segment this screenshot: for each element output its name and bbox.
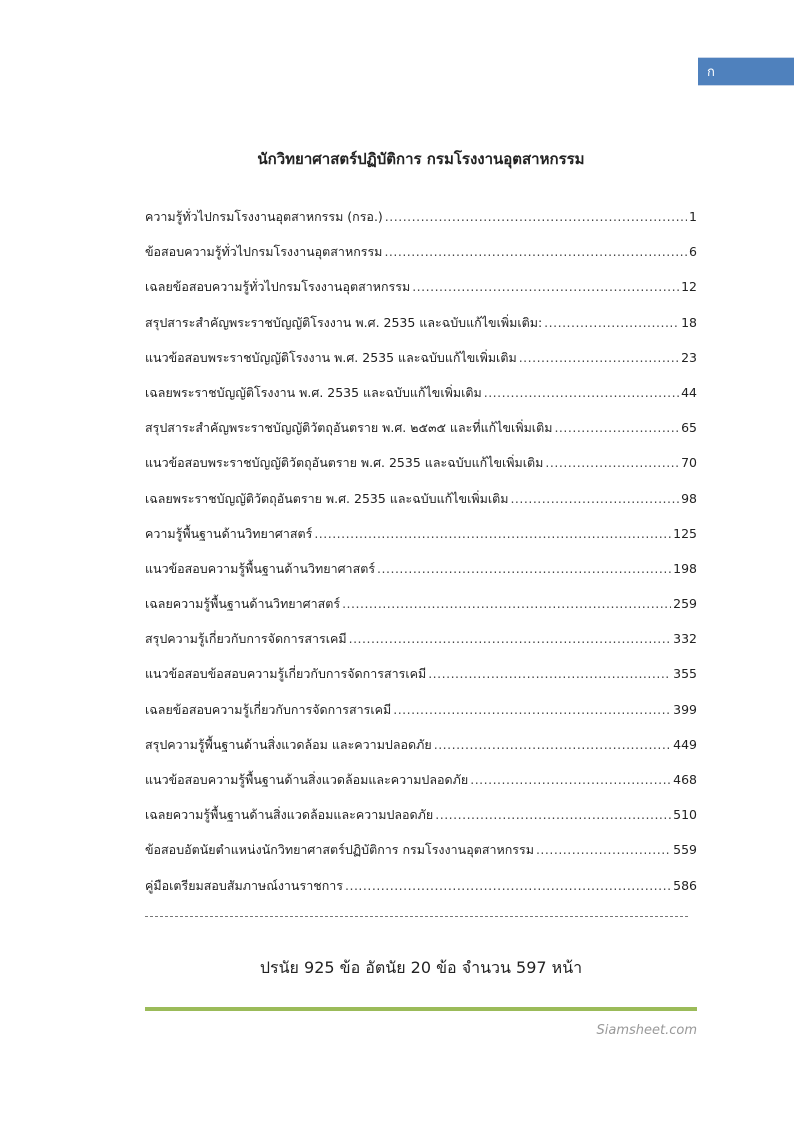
- toc-entry-page: 355: [673, 666, 697, 682]
- dot-leader: [510, 491, 679, 506]
- toc-entry[interactable]: [145, 277, 697, 312]
- dot-leader: [349, 631, 672, 646]
- toc-entry[interactable]: [145, 840, 697, 875]
- toc-entry-label: สรุปความรู้พื้นฐานด้านสิ่งแวดล้อม และความปลอดภัย: [145, 736, 432, 752]
- toc-entry-page: 510: [673, 807, 697, 823]
- dot-leader: [428, 666, 671, 681]
- toc-entry-label: ข้อสอบอัตนัยตำแหน่งนักวิทยาศาสตร์ปฏิบัติการ กรมโรงงานอุตสาหกรรม: [145, 842, 534, 858]
- toc-entry[interactable]: [145, 348, 697, 383]
- toc-entry-label: ข้อสอบความรู้ทั่วไปกรมโรงงานอุตสาหกรรม: [145, 244, 383, 260]
- toc-entry-page: 259: [673, 596, 697, 612]
- dot-leader: [519, 350, 679, 365]
- toc-entry-page: 44: [681, 384, 697, 400]
- toc-entry-page: 1: [689, 209, 697, 224]
- toc-entry-page: 468: [673, 772, 697, 787]
- toc-entry-page: 125: [673, 525, 697, 541]
- toc-entry[interactable]: [145, 313, 697, 348]
- toc-entry-label: แนวข้อสอบพระราชบัญญัติโรงงาน พ.ศ. 2535 และฉบับแก้ไขเพิ่มเติม: [145, 349, 517, 365]
- toc-entry-label: ความรู้ทั่วไปกรมโรงงานอุตสาหกรรม (กรอ.): [145, 209, 383, 224]
- toc-entry-label: แนวข้อสอบความรู้พื้นฐานด้านสิ่งแวดล้อมและความปลอดภัย: [145, 772, 469, 787]
- toc-entry[interactable]: [145, 418, 697, 453]
- toc-entry-page: 399: [673, 701, 697, 717]
- toc-entry-label: ความรู้พื้นฐานด้านวิทยาศาสตร์: [145, 525, 313, 541]
- toc-entry[interactable]: [145, 524, 697, 559]
- toc-entry-label: สรุปสาระสำคัญพระราชบัญญัติโรงงาน พ.ศ. 2535 และฉบับแก้ไขเพิ่มเติม:: [145, 314, 543, 330]
- toc-entry-page: 12: [681, 279, 697, 295]
- dashed-divider: [145, 916, 688, 917]
- dot-leader: [384, 244, 687, 259]
- toc-entry-page: 70: [681, 455, 697, 471]
- toc-entry-page: 65: [681, 420, 697, 436]
- toc-entry-page: 23: [681, 349, 697, 365]
- toc-entry-label: เฉลยข้อสอบความรู้เกี่ยวกับการจัดการสารเคมี: [145, 701, 392, 717]
- toc-entry-page: 198: [673, 560, 697, 576]
- dot-leader: [345, 878, 671, 893]
- dot-leader: [393, 702, 671, 717]
- table-of-contents: [145, 207, 697, 911]
- toc-entry-page: 6: [689, 244, 697, 260]
- toc-entry-page: 18: [681, 314, 697, 330]
- summary-text: ปรนัย 925 ข้อ อัตนัย 20 ข้อ จำนวน 597 หน้า: [259, 958, 583, 977]
- toc-entry[interactable]: [145, 629, 697, 664]
- dot-leader: [412, 279, 679, 294]
- toc-entry-label: คู่มือเตรียมสอบสัมภาษณ์งานราชการ: [145, 877, 343, 893]
- footer-bar: [145, 1007, 697, 1011]
- toc-entry-label: แนวข้อสอบพระราชบัญญัติวัตถุอันตราย พ.ศ. 2535 และฉบับแก้ไขเพิ่มเติม: [145, 455, 544, 471]
- toc-entry[interactable]: [145, 242, 697, 277]
- dot-leader: [544, 315, 679, 330]
- dot-leader: [342, 596, 671, 611]
- dot-leader: [377, 561, 671, 576]
- toc-entry[interactable]: [145, 453, 697, 488]
- toc-entry-label: เฉลยความรู้พื้นฐานด้านวิทยาศาสตร์: [145, 596, 341, 612]
- dot-leader: [554, 420, 679, 435]
- toc-entry[interactable]: [145, 805, 697, 840]
- toc-entry[interactable]: [145, 383, 697, 418]
- dot-leader: [385, 209, 687, 224]
- dot-leader: [434, 737, 671, 752]
- toc-entry[interactable]: [145, 700, 697, 735]
- toc-entry-label: สรุปสาระสำคัญพระราชบัญญัติวัตถุอันตราย พ.ศ. ๒๕๓๕ และที่แก้ไขเพิ่มเติม: [145, 420, 553, 436]
- toc-entry-label: แนวข้อสอบความรู้พื้นฐานด้านวิทยาศาสตร์: [145, 560, 376, 576]
- toc-entry-page: 586: [673, 877, 697, 893]
- toc-entry[interactable]: [145, 559, 697, 594]
- toc-entry-label: เฉลยพระราชบัญญัติวัตถุอันตราย พ.ศ. 2535 และฉบับแก้ไขเพิ่มเติม: [145, 490, 509, 506]
- dot-leader: [435, 807, 671, 822]
- document-title: นักวิทยาศาสตร์ปฏิบัติการ กรมโรงงานอุตสาหกรรม: [257, 150, 585, 168]
- toc-entry[interactable]: [145, 207, 697, 242]
- page-label: ก: [707, 65, 715, 80]
- page-number-tab: [698, 57, 794, 86]
- toc-entry-page: 98: [681, 490, 697, 506]
- toc-entry-label: สรุปความรู้เกี่ยวกับการจัดการสารเคมี: [145, 631, 347, 647]
- toc-entry[interactable]: [145, 770, 697, 805]
- toc-entry[interactable]: [145, 594, 697, 629]
- toc-entry[interactable]: [145, 735, 697, 770]
- toc-entry[interactable]: [145, 489, 697, 524]
- toc-entry-label: เฉลยพระราชบัญญัติโรงงาน พ.ศ. 2535 และฉบับแก้ไขเพิ่มเติม: [145, 384, 482, 400]
- dot-leader: [484, 385, 679, 400]
- toc-entry[interactable]: [145, 876, 697, 911]
- dot-leader: [536, 842, 671, 857]
- toc-entry-label: เฉลยข้อสอบความรู้ทั่วไปกรมโรงงานอุตสาหกรรม: [145, 279, 411, 295]
- toc-entry-page: 332: [673, 631, 697, 647]
- toc-entry-page: 559: [673, 842, 697, 858]
- toc-entry[interactable]: [145, 664, 697, 699]
- toc-entry-label: เฉลยความรู้พื้นฐานด้านสิ่งแวดล้อมและความปลอดภัย: [145, 807, 434, 823]
- dot-leader: [470, 772, 671, 787]
- dot-leader: [314, 526, 671, 541]
- toc-entry-label: แนวข้อสอบข้อสอบความรู้เกี่ยวกับการจัดการสารเคมี: [145, 666, 427, 682]
- dot-leader: [545, 455, 679, 470]
- toc-entry-page: 449: [673, 736, 697, 752]
- footer-brand: Siamsheet.com: [596, 1023, 697, 1038]
